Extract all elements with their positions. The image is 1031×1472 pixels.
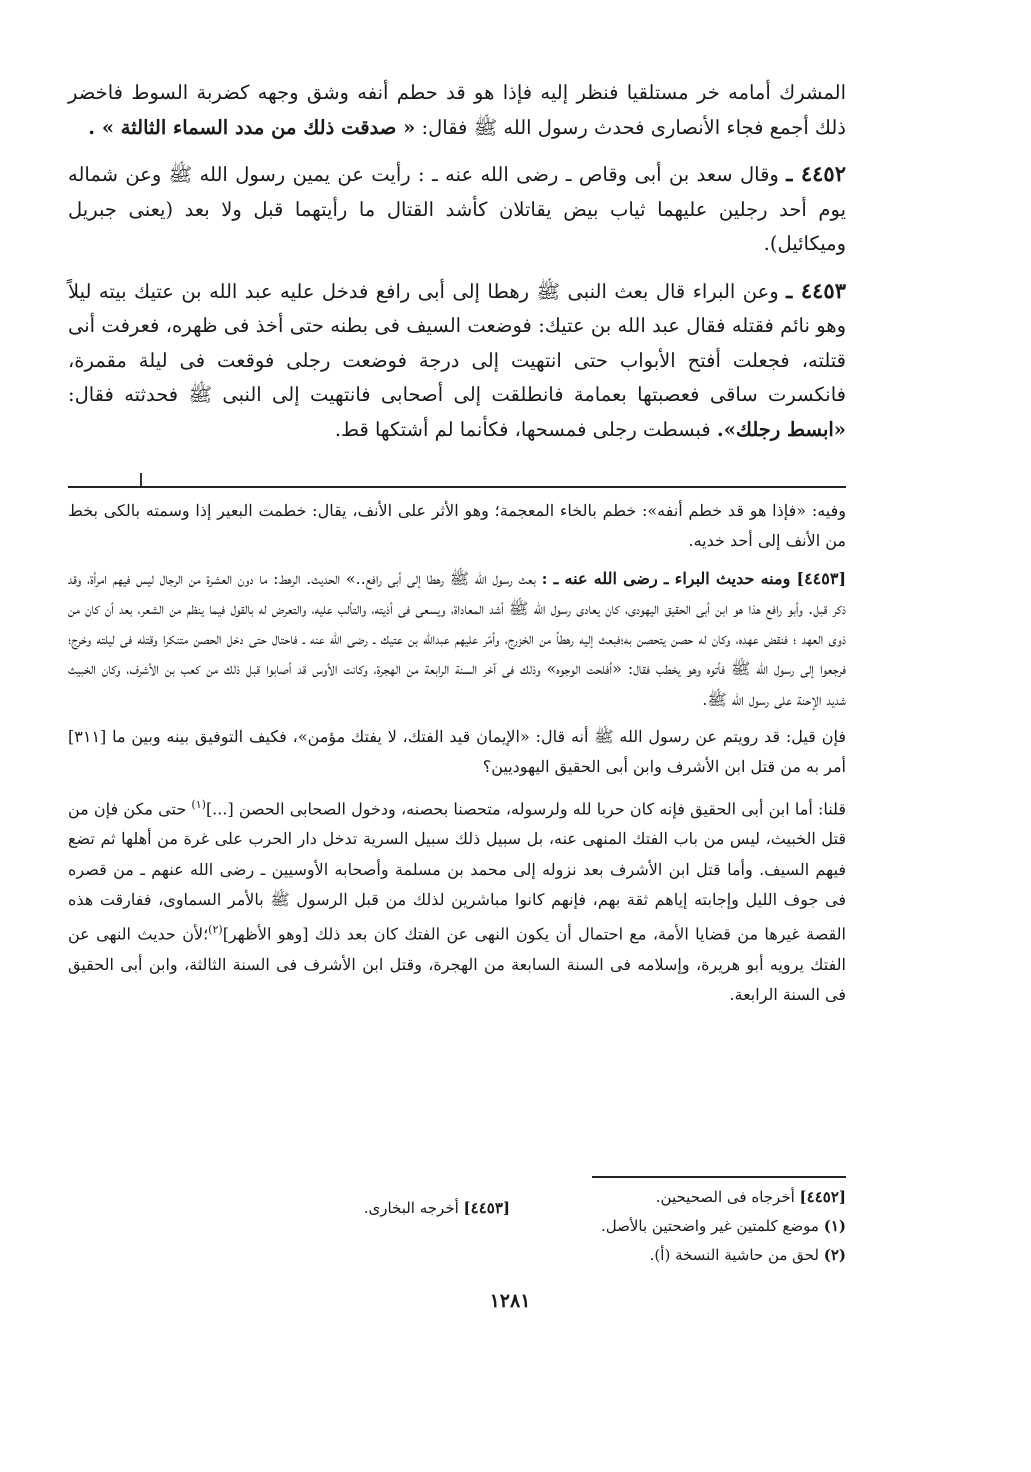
hadith-number: ٤٤٥٢ ـ xyxy=(786,161,846,186)
commentary-text: قلنا: أما ابن أبى الحقيق فإنه كان حربا لله ولرسوله، متحصنا بحصنه، ودخول الصحابى الحصن [...] xyxy=(205,799,846,818)
hadith-ending: فبسطت رجلى فمسحها، فكأنما لم أشتكها قط. xyxy=(334,417,711,441)
section-mark xyxy=(140,473,142,487)
footnote-ref: [٤٤٥٣] xyxy=(463,1199,510,1217)
footnote-marker: (١) xyxy=(191,797,206,811)
paragraph-continuation xyxy=(68,76,846,145)
paragraph-text: المشرك أمامه خر مستلقيا فنظر إليه فإذا هو قد حطم أنفه وشق وجهه كضربة السوط فاخضر ذلك أجمع فجاء الأنصارى فحدث رسول الله ﷺ فقال: xyxy=(68,81,846,139)
hadith-text-block xyxy=(68,76,846,459)
footnote-text: لحق من حاشية النسخة (أ). xyxy=(649,1246,819,1264)
hadith-text: وعن البراء قال بعث النبى ﷺ رهطا إلى أبى رافع فدخل عليه عبد الله بن عتيك بيته ليلاً وهو نائم فقتله فقال عبد الله بن عتيك: فوضعت السيف فى بطنه حتى أخذ فى ظهره، فعرفت أنى قتلته، فجعلت أفتح الأبواب حتى انتهيت إلى درجة فوضعت رجلى فوقعت فى ليلة مقمرة، فانكسرت ساقى فعصبتها بعمامة فانطلقت إلى أصحابى فانتهيت إلى النبى ﷺ فحدثته فقال: xyxy=(68,279,846,406)
footnote-text: أخرجه البخارى. xyxy=(363,1199,459,1217)
hadith-number: ٤٤٥٣ ـ xyxy=(786,277,846,303)
footnotes-right xyxy=(586,1183,846,1270)
prophet-quote: «ابسط رجلك». xyxy=(716,417,846,441)
footnote-2 xyxy=(586,1241,846,1270)
commentary-paragraph: وفيه: «فإذا هو قد خطم أنفه»: خطم بالخاء المعجمة؛ وهو الأثر على الأنف، يقال: خطمت البعير إذا وسمته بالكى بخط من الأنف إلى أحد خديه. xyxy=(68,501,846,551)
footnote-1 xyxy=(586,1212,846,1241)
hadith-4453 xyxy=(68,274,846,448)
hadith-text: وقال سعد بن أبى وقاص ـ رضى الله عنه ـ : رأيت عن يمين رسول الله ﷺ وعن شماله يوم أحد رجلين عليهما ثياب بيض يقاتلان كأشد القتال ما رأيتهما قبل ولا بعد (يعنى جبريل وميكائيل). xyxy=(68,163,846,255)
hadith-4452 xyxy=(68,157,846,262)
footnote-ref: [٤٤٥٢] xyxy=(799,1188,846,1206)
footnote-ref: (١) xyxy=(823,1217,846,1235)
footnote-4453 xyxy=(250,1199,510,1217)
prophet-quote: « صدقت ذلك من مدد السماء الثالثة » . xyxy=(88,115,416,139)
footnote-text: أخرجاه فى الصحيحين. xyxy=(655,1188,795,1206)
commentary-paragraph xyxy=(68,564,846,715)
footnote-marker: (٢) xyxy=(208,923,223,937)
commentary-block xyxy=(68,496,846,1017)
commentary-reference: [٤٤٥٣] ومنه حديث البراء ـ رضى الله عنه ـ : xyxy=(541,568,847,588)
commentary-text: حتى مكن فإن من قتل الخبيث، ليس من باب الفتك المنهى عنه، بل سبيل ذلك سبيل السرية تدخل دار الحرب على غرة من أهلها ثم تضع فيهم السيف. وأما قتل ابن الأشرف بعد نزوله إلى محمد بن مسلمة وأصحابه الأوسيين ـ رضى الله عنهم ـ من قصره فى جوف الليل وإجابته إياهم ثقة بهم، فإنهم كانوا مباشرين لذلك من قبل الرسول ﷺ بالأمر السماوى، ففارقت هذه القصة غيرها من قضايا الأمة، مع احتمال أن يكون النهى عن الفتك كان بعد ذلك [وهو الأظهر] xyxy=(68,799,847,944)
commentary-paragraph xyxy=(68,790,846,1011)
section-divider xyxy=(68,486,846,488)
footnote-divider xyxy=(592,1176,846,1178)
footnote-ref: (٢) xyxy=(823,1246,846,1264)
commentary-text: بعث رسول الله ﷺ رهطا إلى أبى رافع..» الحديث. الرهط: ما دون العشرة من الرجال ليس فيهم امرأة، وقد ذكر قبل. وأبو رافع هذا هو ابن أبى الحقيق اليهودى، كان يعادى رسول الله ﷺ أشد المعاداة، ويسعى فى أذيته، والتألب عليه، والتعرض له بالقول فيما ينظم من الشعر، بعد أن كان من ذوى العهد ؛ فنقض عهده، وكان له حصن يتحصن به؛فبعث إليه رهطاً من الخزرج، وأمّر عليهم عبدالله بن عتيك ـ رضى الله عنه ـ فاحتال حتى دخل الحصن متنكرا وقتله فى ليلته وخرج؛ فرجعوا إلى رسول الله ﷺ فأتوه وهو يخطب فقال: «أفلحت الوجوه» وذلك فى آخر السنة الرابعة من الهجرة، وكانت الأوس قد أصابوا قبل ذلك من كعب بن الأشرف، وكان الخبيث شديد الإحنة على رسول الله ﷺ. xyxy=(68,568,846,709)
page-number: ١٢٨١ xyxy=(489,1290,531,1312)
footnote-text: موضع كلمتين غير واضحتين بالأصل. xyxy=(600,1217,819,1235)
commentary-text: ؛لأن حديث النهى عن الفتك يرويه أبو هريرة، وإسلامه فى السنة السابعة من الهجرة، وقتل ابن الأشرف فى السنة الثالثة، وابن أبى الحقيق فى السنة الرابعة. xyxy=(68,924,847,1005)
commentary-paragraph: فإن قيل: قد رويتم عن رسول الله ﷺ أنه قال: «الإيمان قيد الفتك، لا يفتك مؤمن»، فكيف التوفيق بينه وبين ما [٣١١] أمر به من قتل ابن الأشرف وابن أبى الحقيق اليهوديين؟ xyxy=(68,727,846,777)
footnote-4452 xyxy=(586,1183,846,1212)
